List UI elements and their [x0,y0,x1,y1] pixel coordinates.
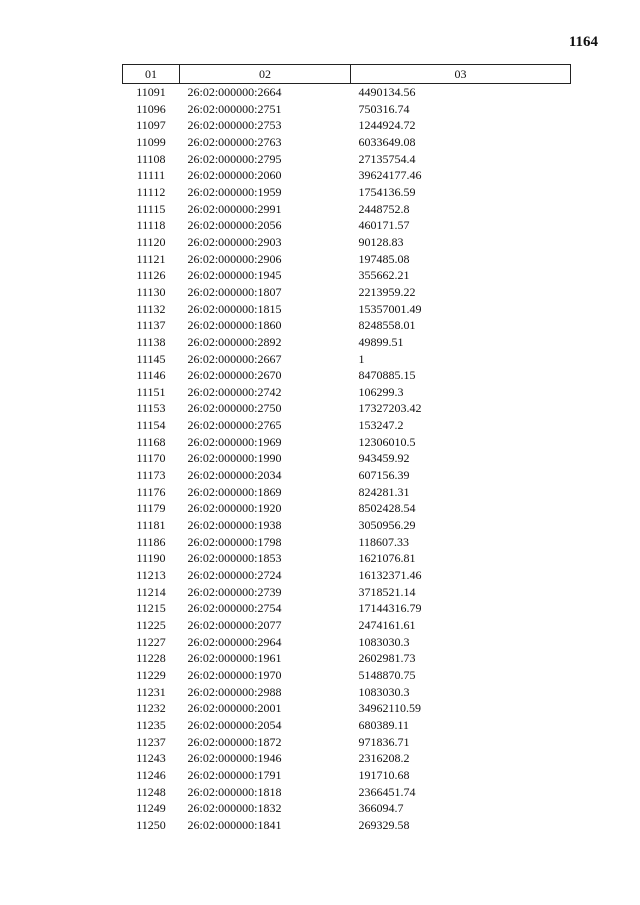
value-cell: 2474161.61 [358,618,416,632]
table-row [123,400,571,417]
table-row [123,534,571,551]
cadastral-number-cell: 26:02:000000:2001 [187,701,282,716]
row-number-cell: 11228 [136,651,166,666]
value-cell: 824281.31 [358,484,410,499]
row-number-cell: 11138 [136,334,166,349]
row-number-cell: 11173 [136,468,166,483]
value-cell: 3050956.29 [358,518,416,533]
table-row [123,234,571,251]
table-row [123,484,571,501]
table-row [123,584,571,601]
value-cell: 106299.3 [358,384,404,399]
value-cell: 366094.7 [358,801,404,816]
cadastral-number-cell: 26:02:000000:1853 [187,551,282,566]
cadastral-number-cell: 26:02:000000:1920 [187,501,282,516]
row-number-cell: 11096 [136,101,166,116]
value-cell: 355662.21 [358,268,410,283]
header-row [123,65,571,84]
value-cell: 17327203.42 [358,401,422,416]
row-number-cell: 11130 [136,284,166,299]
table-row [123,201,571,218]
cadastral-number-cell: 26:02:000000:2060 [187,168,282,183]
value-cell: 2213959.22 [358,284,416,299]
row-number-cell: 11190 [136,551,166,566]
table-row [123,767,571,784]
value-cell: 1 [358,351,365,366]
row-number-cell: 11214 [136,584,166,599]
table-row [123,717,571,734]
value-cell: 1621076.81 [358,551,416,566]
table-row [123,167,571,184]
table-row [123,101,571,118]
table-body [123,84,571,834]
cadastral-number-cell: 26:02:000000:2751 [187,101,282,116]
cadastral-number-cell: 26:02:000000:1869 [187,484,282,499]
row-number-cell: 11097 [136,118,166,133]
column-header-01: 01 [123,65,180,84]
value-cell: 8470885.15 [358,368,416,383]
cadastral-number-cell: 26:02:000000:2903 [187,234,282,249]
row-number-cell: 11146 [136,368,166,383]
cadastral-number-cell: 26:02:000000:1807 [187,284,282,299]
cadastral-number-cell: 26:02:000000:2724 [187,568,282,583]
table-row [123,384,571,401]
table-row [123,367,571,384]
value-cell: 8248558.01 [358,318,416,333]
value-cell: 971836.71 [358,734,410,749]
row-number-cell: 11118 [136,218,166,233]
row-number-cell: 11115 [136,201,166,216]
cadastral-number-cell: 26:02:000000:1798 [187,534,282,549]
row-number-cell: 11231 [136,684,166,699]
value-cell: 460171.57 [358,218,410,233]
cadastral-number-cell: 26:02:000000:2056 [187,218,282,233]
table-row [123,284,571,301]
table-row [123,817,571,834]
row-number-cell: 11229 [136,667,166,682]
value-cell: 2316208.2 [358,751,410,766]
table-row [123,317,571,334]
row-number-cell: 11168 [136,434,166,449]
cadastral-number-cell: 26:02:000000:1872 [187,734,282,749]
value-cell: 27135754.4 [358,151,416,166]
cadastral-number-cell: 26:02:000000:1945 [187,268,282,283]
value-cell: 2366451.74 [358,784,416,799]
page-number: 1164 [568,34,598,50]
value-cell: 750316.74 [358,101,410,116]
table-row [123,750,571,767]
cadastral-number-cell: 26:02:000000:2892 [187,334,282,349]
data-table [122,64,571,834]
table-row [123,617,571,634]
row-number-cell: 11153 [136,401,166,416]
value-cell: 1244924.72 [358,118,416,133]
table-row [123,134,571,151]
cadastral-number-cell: 26:02:000000:1860 [187,318,282,333]
value-cell: 8502428.54 [358,501,416,516]
row-number-cell: 11243 [136,751,166,766]
cadastral-number-cell: 26:02:000000:2750 [187,401,282,416]
row-number-cell: 11121 [136,251,166,266]
cadastral-number-cell: 26:02:000000:2739 [187,584,282,599]
table-row [123,634,571,651]
row-number-cell: 11132 [136,301,166,316]
value-cell: 12306010.5 [358,434,416,449]
cadastral-number-cell: 26:02:000000:1970 [187,667,282,682]
row-number-cell: 11179 [136,501,166,516]
table-row [123,517,571,534]
row-number-cell: 11145 [136,351,166,366]
cadastral-number-cell: 26:02:000000:1815 [187,301,282,316]
table-row [123,567,571,584]
cadastral-number-cell: 26:02:000000:1959 [187,184,282,199]
row-number-cell: 11154 [136,418,166,433]
table-row [123,217,571,234]
cadastral-number-cell: 26:02:000000:2077 [187,618,282,632]
row-number-cell: 11108 [136,151,166,166]
table-header [123,65,571,84]
table-row [123,684,571,701]
row-number-cell: 11126 [136,268,166,283]
row-number-cell: 11170 [136,451,166,466]
table-row [123,251,571,268]
row-number-cell: 11237 [136,734,166,749]
row-number-cell: 11227 [136,634,166,649]
value-cell: 6033649.08 [358,134,416,149]
value-cell: 118607.33 [358,534,410,549]
row-number-cell: 11249 [136,801,166,816]
value-cell: 49899.51 [358,334,404,349]
table-row [123,151,571,168]
cadastral-number-cell: 26:02:000000:2664 [187,85,282,99]
table-row [123,301,571,318]
table-row [123,117,571,134]
cadastral-number-cell: 26:02:000000:1990 [187,451,282,466]
table-row [123,434,571,451]
row-number-cell: 11246 [136,767,166,782]
value-cell: 1754136.59 [358,184,416,199]
cadastral-number-cell: 26:02:000000:1961 [187,651,282,666]
row-number-cell: 11181 [136,518,166,533]
row-number-cell: 11186 [136,534,166,549]
value-cell: 16132371.46 [358,568,422,583]
cadastral-number-cell: 26:02:000000:1946 [187,751,282,766]
value-cell: 15357001.49 [358,301,422,316]
cadastral-number-cell: 26:02:000000:1832 [187,801,282,816]
cadastral-number-cell: 26:02:000000:1841 [187,817,282,832]
cadastral-number-cell: 26:02:000000:2763 [187,134,282,149]
table-row [123,800,571,817]
row-number-cell: 11250 [136,817,166,832]
value-cell: 2602981.73 [358,651,416,666]
cadastral-number-cell: 26:02:000000:2054 [187,717,282,732]
row-number-cell: 11120 [136,234,166,249]
cadastral-number-cell: 26:02:000000:2754 [187,601,282,616]
cadastral-number-cell: 26:02:000000:1818 [187,784,282,799]
cadastral-number-cell: 26:02:000000:2670 [187,368,282,383]
row-number-cell: 11232 [136,701,166,716]
cadastral-number-cell: 26:02:000000:2964 [187,634,282,649]
row-number-cell: 11176 [136,484,166,499]
value-cell: 4490134.56 [358,85,416,99]
value-cell: 269329.58 [358,817,410,832]
cadastral-number-cell: 26:02:000000:2742 [187,384,282,399]
table-row [123,267,571,284]
cadastral-number-cell: 26:02:000000:2906 [187,251,282,266]
value-cell: 197485.08 [358,251,410,266]
cadastral-number-cell: 26:02:000000:2667 [187,351,282,366]
cadastral-number-cell: 26:02:000000:1938 [187,518,282,533]
value-cell: 2448752.8 [358,201,410,216]
value-cell: 3718521.14 [358,584,416,599]
value-cell: 943459.92 [358,451,410,466]
table-row [123,650,571,667]
cadastral-number-cell: 26:02:000000:1969 [187,434,282,449]
cadastral-number-cell: 26:02:000000:2991 [187,201,282,216]
value-cell: 5148870.75 [358,667,416,682]
row-number-cell: 11091 [136,85,166,99]
table-row [123,351,571,368]
table-row [123,700,571,717]
table-row [123,500,571,517]
row-number-cell: 11137 [136,318,166,333]
table-row [123,550,571,567]
table-row [123,734,571,751]
table-row [123,334,571,351]
row-number-cell: 11225 [136,618,166,632]
value-cell: 34962110.59 [358,701,422,716]
row-number-cell: 11099 [136,134,166,149]
row-number-cell: 11215 [136,601,166,616]
cadastral-number-cell: 26:02:000000:2795 [187,151,282,166]
table-row [123,784,571,801]
row-number-cell: 11112 [136,184,166,199]
cadastral-number-cell: 26:02:000000:1791 [187,767,282,782]
table-row [123,667,571,684]
cadastral-number-cell: 26:02:000000:2988 [187,684,282,699]
value-cell: 680389.11 [358,717,410,732]
value-cell: 17144316.79 [358,601,422,616]
column-header-03: 03 [351,65,571,84]
cadastral-number-cell: 26:02:000000:2753 [187,118,282,133]
row-number-cell: 11111 [136,168,166,183]
value-cell: 39624177.46 [358,168,422,183]
table-row [123,467,571,484]
value-cell: 1083030.3 [358,684,410,699]
row-number-cell: 11213 [136,568,166,583]
row-number-cell: 11235 [136,717,166,732]
value-cell: 607156.39 [358,468,410,483]
value-cell: 90128.83 [358,234,404,249]
table-row [123,417,571,434]
value-cell: 153247.2 [358,418,404,433]
table-row [123,450,571,467]
cadastral-number-cell: 26:02:000000:2765 [187,418,282,433]
row-number-cell: 11248 [136,784,166,799]
cadastral-number-cell: 26:02:000000:2034 [187,468,282,483]
table-row [123,600,571,617]
value-cell: 1083030.3 [358,634,410,649]
table-row [123,84,571,101]
table-row [123,184,571,201]
column-header-02: 02 [180,65,351,84]
row-number-cell: 11151 [136,384,166,399]
value-cell: 191710.68 [358,767,410,782]
